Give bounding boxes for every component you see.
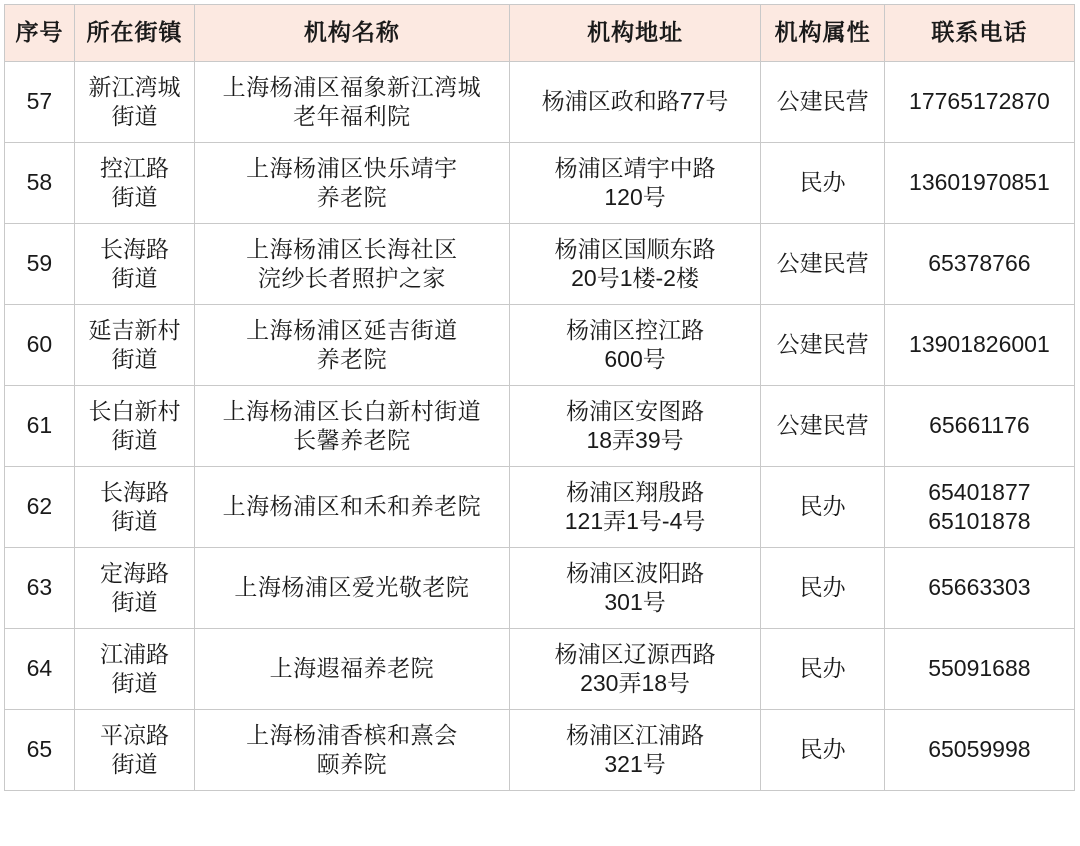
cell-name: 上海杨浦区长白新村街道 长馨养老院 [195, 386, 510, 467]
table-row [5, 467, 1075, 548]
column-header-phone: 联系电话 [884, 5, 1074, 62]
cell-address: 杨浦区波阳路 301号 [509, 548, 761, 629]
cell-name: 上海杨浦区和禾和养老院 [195, 467, 510, 548]
cell-street: 长海路 街道 [74, 224, 194, 305]
table-row [5, 62, 1075, 143]
cell-street: 控江路 街道 [74, 143, 194, 224]
cell-attribute: 民办 [761, 710, 884, 791]
cell-name: 上海杨浦香槟和熹会 颐养院 [195, 710, 510, 791]
table-row [5, 224, 1075, 305]
table-row [5, 710, 1075, 791]
cell-attribute: 民办 [761, 143, 884, 224]
cell-address: 杨浦区靖宇中路 120号 [509, 143, 761, 224]
cell-attribute: 公建民营 [761, 224, 884, 305]
column-header-index: 序号 [5, 5, 75, 62]
column-header-attribute: 机构属性 [761, 5, 884, 62]
column-header-address: 机构地址 [509, 5, 761, 62]
cell-name: 上海杨浦区长海社区 浣纱长者照护之家 [195, 224, 510, 305]
table-row [5, 629, 1075, 710]
cell-attribute: 公建民营 [761, 386, 884, 467]
cell-attribute: 民办 [761, 467, 884, 548]
cell-street: 长白新村 街道 [74, 386, 194, 467]
table-row [5, 386, 1075, 467]
cell-phone: 65661176 [884, 386, 1074, 467]
column-header-name: 机构名称 [195, 5, 510, 62]
cell-attribute: 民办 [761, 629, 884, 710]
cell-phone: 65059998 [884, 710, 1074, 791]
cell-name: 上海杨浦区延吉街道 养老院 [195, 305, 510, 386]
cell-index: 63 [5, 548, 75, 629]
cell-phone: 13901826001 [884, 305, 1074, 386]
cell-street: 江浦路 街道 [74, 629, 194, 710]
cell-street: 新江湾城 街道 [74, 62, 194, 143]
cell-index: 62 [5, 467, 75, 548]
cell-index: 65 [5, 710, 75, 791]
cell-address: 杨浦区辽源西路 230弄18号 [509, 629, 761, 710]
cell-street: 延吉新村 街道 [74, 305, 194, 386]
cell-address: 杨浦区国顺东路 20号1楼-2楼 [509, 224, 761, 305]
cell-street: 定海路 街道 [74, 548, 194, 629]
table-body [5, 62, 1075, 791]
cell-attribute: 民办 [761, 548, 884, 629]
cell-index: 60 [5, 305, 75, 386]
cell-index: 57 [5, 62, 75, 143]
cell-address: 杨浦区控江路 600号 [509, 305, 761, 386]
cell-phone: 13601970851 [884, 143, 1074, 224]
column-header-street: 所在街镇 [74, 5, 194, 62]
cell-phone: 17765172870 [884, 62, 1074, 143]
cell-address: 杨浦区翔殷路 121弄1号-4号 [509, 467, 761, 548]
cell-name: 上海杨浦区爱光敬老院 [195, 548, 510, 629]
cell-index: 58 [5, 143, 75, 224]
cell-attribute: 公建民营 [761, 62, 884, 143]
cell-phone: 55091688 [884, 629, 1074, 710]
cell-name: 上海遐福养老院 [195, 629, 510, 710]
cell-index: 61 [5, 386, 75, 467]
cell-attribute: 公建民营 [761, 305, 884, 386]
cell-index: 64 [5, 629, 75, 710]
cell-phone: 65663303 [884, 548, 1074, 629]
table-header-row [5, 5, 1075, 62]
cell-street: 平凉路 街道 [74, 710, 194, 791]
cell-phone: 65378766 [884, 224, 1074, 305]
table-row [5, 143, 1075, 224]
elderly-care-facility-table [4, 4, 1075, 791]
table-header [5, 5, 1075, 62]
cell-street: 长海路 街道 [74, 467, 194, 548]
cell-address: 杨浦区政和路77号 [509, 62, 761, 143]
cell-name: 上海杨浦区快乐靖宇 养老院 [195, 143, 510, 224]
cell-name: 上海杨浦区福象新江湾城 老年福利院 [195, 62, 510, 143]
cell-address: 杨浦区江浦路 321号 [509, 710, 761, 791]
cell-phone: 65401877 65101878 [884, 467, 1074, 548]
table-row [5, 548, 1075, 629]
table-row [5, 305, 1075, 386]
cell-address: 杨浦区安图路 18弄39号 [509, 386, 761, 467]
cell-index: 59 [5, 224, 75, 305]
